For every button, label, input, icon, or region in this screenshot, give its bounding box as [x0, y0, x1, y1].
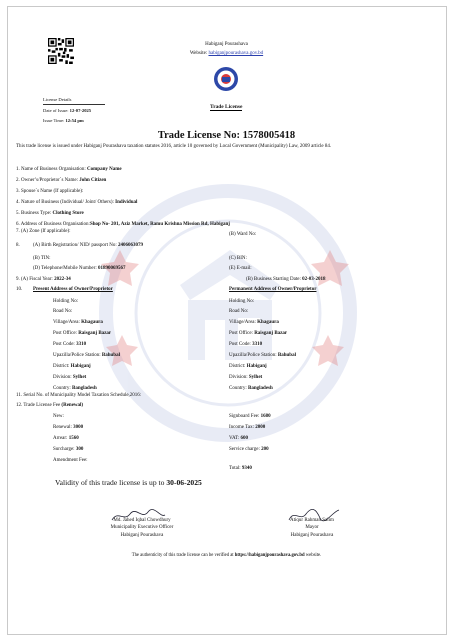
fee-value: 2000	[255, 425, 266, 430]
fee-label: Signboard Fee:	[229, 414, 260, 419]
field-label: (D) Telephone/Mobile Number:	[33, 266, 97, 271]
trade-license-heading: Trade License	[210, 104, 243, 110]
footer-text: The authenticity of this trade license can be verified at	[131, 553, 234, 558]
field-value: 01890069567	[97, 266, 126, 271]
signatory-name: Atiqur Rahman Salim	[290, 518, 334, 523]
present-post-code	[53, 342, 86, 347]
website-line	[0, 51, 453, 56]
field-label: 6. Address of Business Organisation:	[16, 222, 90, 227]
field-label: Upazilla/Police Station:	[53, 353, 101, 358]
field-label: Country:	[53, 386, 71, 391]
fee-amendment: Amendment Fee:	[53, 458, 88, 463]
field-value: Habiganj	[246, 364, 267, 369]
field-label: (B) Business Starting Date:	[246, 277, 301, 282]
field-value: Raisganj Bazar	[78, 331, 112, 336]
fee-signboard	[229, 414, 271, 419]
field-label: Division:	[229, 375, 248, 380]
field-telephone	[33, 266, 125, 271]
field-label: District:	[53, 364, 70, 369]
field-label: 12. Trade License Fee	[16, 403, 61, 408]
field-business-name	[16, 167, 122, 172]
present-village	[53, 320, 103, 325]
fee-value: 1680	[260, 414, 271, 419]
field-label: Division:	[53, 375, 72, 380]
fee-arrear	[53, 436, 79, 441]
field-label: Village/Area:	[229, 320, 256, 325]
field-label: 1. Name of Business Organisation:	[16, 167, 86, 172]
field-tin: (B) TIN:	[33, 256, 51, 261]
signatory-role: Mayor	[305, 525, 319, 531]
field-value: Bahubal	[277, 353, 296, 358]
website-label: Website:	[189, 51, 208, 56]
municipality-seal-icon	[213, 66, 239, 92]
field-label: District:	[229, 364, 246, 369]
fee-income-tax	[229, 425, 265, 430]
fee-label: Arrear:	[53, 436, 68, 441]
signatory-name: Md. Jahed Iqbal Chowdhury	[113, 518, 171, 523]
field-value: 02-03-2018	[302, 277, 326, 282]
field-value: Bangladesh	[248, 386, 273, 391]
fee-value: 300	[75, 447, 84, 452]
footer-suffix: website.	[305, 553, 322, 558]
field-value: Sylhet	[248, 375, 263, 380]
footer-link[interactable]: https://habiganjpourashava.gov.bd	[234, 553, 305, 558]
field-serial-no: 11. Serial No. of Municipality Model Taxation Schedule,2016:	[16, 393, 142, 398]
present-division	[53, 375, 86, 380]
signatory-org: Habiganj Pourashava	[120, 532, 164, 538]
website-link[interactable]: habiganjpourashava.gov.bd	[208, 51, 264, 56]
field-10-number: 10.	[16, 287, 23, 292]
permanent-post-code	[229, 342, 262, 347]
fee-value: 3000	[73, 425, 84, 430]
field-license-fee	[16, 403, 83, 408]
present-road: Road No:	[53, 309, 73, 314]
field-label: (A) Birth Registration/ NID/ passport No:	[33, 243, 117, 248]
fee-value: 9340	[241, 466, 252, 471]
issue-date-value: 12-07-2025	[69, 107, 92, 113]
fee-service-charge	[229, 447, 269, 452]
field-label: Country:	[229, 386, 247, 391]
license-details-title: License Details	[43, 97, 105, 105]
field-business-type	[16, 211, 84, 216]
field-value: Bangladesh	[72, 386, 97, 391]
field-label: 9. (A) Fiscal Year:	[16, 277, 53, 282]
field-8-number: 8.	[16, 243, 20, 248]
present-country	[53, 386, 97, 391]
fee-total	[229, 466, 252, 471]
signatory-role: Municipality Executive Officer	[110, 525, 174, 531]
field-label: Village/Area:	[53, 320, 80, 325]
executive-officer-block	[82, 517, 202, 539]
fee-label: Total:	[229, 466, 241, 471]
permanent-village	[229, 320, 279, 325]
field-value: 2022-34	[54, 277, 71, 282]
field-ward: (B) Ward No:	[229, 232, 257, 237]
municipality-name: Habiganj Pourashava	[205, 42, 248, 47]
license-details	[43, 97, 105, 124]
field-address	[16, 222, 230, 227]
field-label: Upazilla/Police Station:	[229, 353, 277, 358]
fee-vat	[229, 436, 248, 441]
permanent-address-heading: Permanent Address of Owner/Proprietor	[229, 287, 317, 292]
intro-text: This trade license is issued under Habiganj Pourashava taxation statutes 2016, article 10 governed by Local Government (Municipality) Law, 2009 article 84.	[16, 144, 332, 149]
field-bin: (C) BIN:	[229, 256, 247, 261]
field-email: (E) E-mail:	[229, 266, 252, 271]
validity-date: 30-06-2025	[166, 478, 202, 487]
present-district	[53, 364, 91, 369]
field-label: 4. Nature of Business (Individual/ Joint/ Others):	[16, 200, 114, 205]
field-value: Individual	[115, 200, 138, 205]
field-label: Post Office:	[53, 331, 77, 336]
permanent-country	[229, 386, 273, 391]
field-label: 5. Business Type:	[16, 211, 52, 216]
field-value: Habiganj	[70, 364, 91, 369]
field-label: Post Office:	[229, 331, 253, 336]
fee-label: Renewal:	[53, 425, 72, 430]
issue-time-value: 12:54 pm	[65, 118, 84, 124]
field-label: Post Code:	[229, 342, 251, 347]
field-label: Post Code:	[53, 342, 75, 347]
present-address-heading: Present Address of Owner/Proprietor	[33, 287, 113, 292]
fee-label: Surcharge:	[53, 447, 75, 452]
mayor-block	[262, 517, 362, 539]
issue-time	[43, 118, 105, 124]
license-number-title: Trade License No: 1578005418	[157, 130, 296, 141]
field-label: 2. Owner’s/Proprietor`s Name:	[16, 178, 78, 183]
field-value: Shop No- 201, Aziz Market, Ramu Krishna Mission Rd, Habiganj	[89, 222, 230, 227]
field-nid	[33, 243, 143, 248]
field-value: (Renewal)	[61, 403, 84, 408]
fee-value: 1560	[68, 436, 79, 441]
field-fiscal-year	[16, 277, 71, 282]
permanent-post-office	[229, 331, 287, 336]
fee-label: VAT:	[229, 436, 240, 441]
fee-label: Service charge:	[229, 447, 260, 452]
present-post-office	[53, 331, 111, 336]
validity-text: Validity of this trade license is up to	[55, 478, 165, 487]
issue-date	[43, 108, 105, 114]
present-holding: Holding No:	[53, 299, 79, 304]
field-zone: 7. (A) Zone (If applicable):	[16, 229, 71, 234]
issue-date-label: Date of Issue:	[43, 107, 69, 113]
field-value: 3310	[76, 342, 87, 347]
permanent-district	[229, 364, 267, 369]
field-value: Clothing Store	[52, 211, 84, 216]
field-value: Raisganj Bazar	[254, 331, 288, 336]
field-value: 2406063079	[118, 243, 143, 248]
fee-value: 200	[261, 447, 269, 452]
fee-value: 600	[240, 436, 248, 441]
field-owner-name	[16, 178, 106, 183]
permanent-holding: Holding No:	[229, 299, 255, 304]
field-value: Company Name	[87, 167, 122, 172]
field-value: Bahubal	[101, 353, 120, 358]
field-value: Khagaura	[257, 320, 279, 325]
field-value: Sylhet	[72, 375, 87, 380]
field-value: Khagaura	[81, 320, 103, 325]
present-police-station	[53, 353, 120, 358]
authenticity-footer	[0, 553, 453, 558]
field-value: 3310	[252, 342, 263, 347]
field-value: John Citizen	[79, 178, 107, 183]
permanent-road: Road No:	[229, 309, 249, 314]
field-start-date	[246, 277, 325, 282]
field-spouse-name: 3. Spouse`s Name (If applicable):	[16, 189, 84, 194]
permanent-police-station	[229, 353, 296, 358]
field-nature	[16, 200, 137, 205]
permanent-division	[229, 375, 262, 380]
issue-time-label: Issue Time:	[43, 118, 65, 124]
fee-new: New:	[53, 414, 64, 419]
validity-line	[55, 478, 202, 487]
signatory-org: Habiganj Pourashava	[290, 532, 334, 538]
fee-renewal	[53, 425, 83, 430]
fee-surcharge	[53, 447, 83, 452]
fee-label: Income Tax:	[229, 425, 254, 430]
